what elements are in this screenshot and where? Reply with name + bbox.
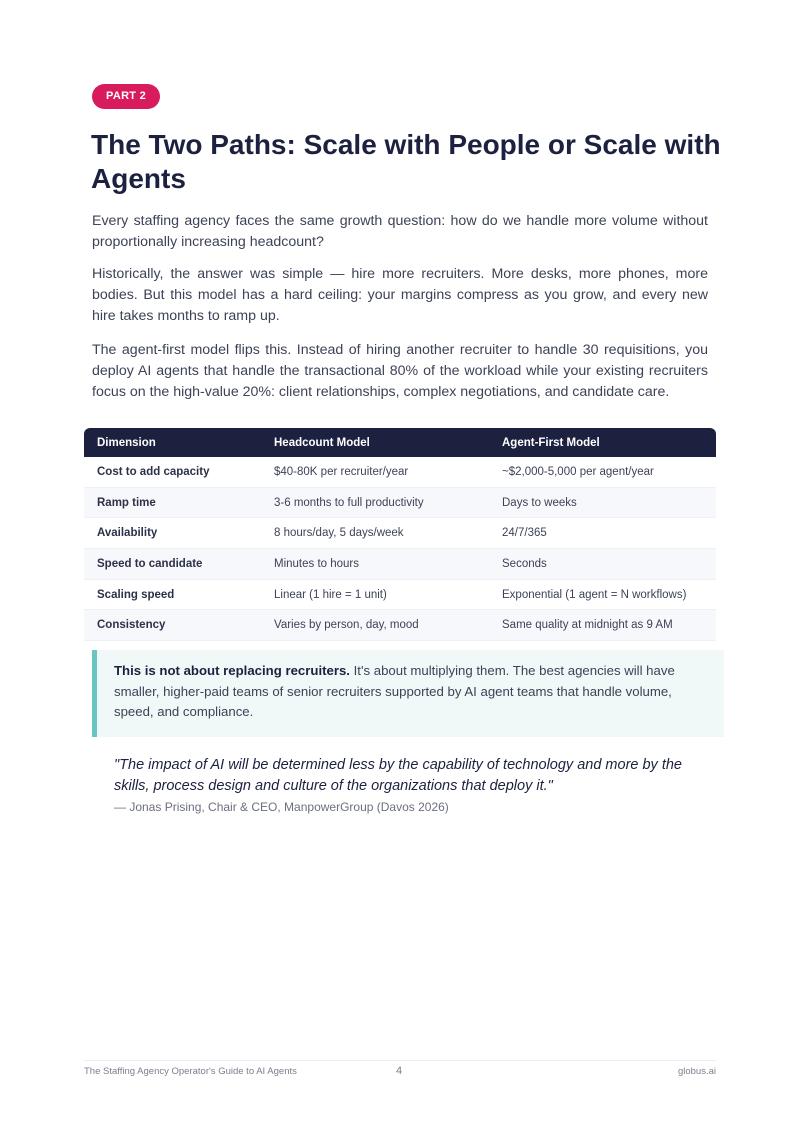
- table-cell-dimension: Ramp time: [97, 496, 156, 509]
- table-cell-headcount: 8 hours/day, 5 days/week: [274, 527, 404, 540]
- table-cell-headcount: 3-6 months to full productivity: [274, 496, 424, 509]
- table-header: [84, 428, 716, 457]
- table-header-cell: Dimension: [97, 436, 156, 449]
- table-row: [84, 457, 716, 488]
- page-title: The Two Paths: Scale with People or Scale with Agents: [91, 129, 721, 194]
- table-cell-agent: Exponential (1 agent = N workflows): [502, 588, 687, 601]
- table-cell-headcount: Linear (1 hire = 1 unit): [274, 588, 387, 601]
- table-header-cell: Agent-First Model: [502, 436, 600, 449]
- table-cell-dimension: Consistency: [97, 619, 166, 632]
- table-row: [84, 518, 716, 549]
- footer-document-title: The Staffing Agency Operator's Guide to AI Agents: [84, 1066, 297, 1077]
- table-cell-dimension: Cost to add capacity: [97, 465, 210, 478]
- page-number: 4: [396, 1065, 403, 1077]
- table-cell-agent: Seconds: [502, 557, 547, 570]
- callout-text: It's about multiplying them. The best agencies will have smaller, higher-paid teams of senior recruiters supported by AI agent teams that handle volume, speed, and compliance.: [114, 663, 675, 719]
- table-cell-headcount: Varies by person, day, mood: [274, 619, 419, 632]
- footer-divider: [84, 1060, 716, 1061]
- table-row: [84, 488, 716, 519]
- table-cell-agent: Days to weeks: [502, 496, 577, 509]
- table-cell-dimension: Availability: [97, 527, 158, 540]
- table-row: [84, 549, 716, 580]
- footer-website: globus.ai: [677, 1066, 716, 1077]
- intro-paragraph-2: Historically, the answer was simple — hire more recruiters. More desks, more phones, more bodies. But this model has a hard ceiling: your margins compress as you grow, and every new hire takes months to ramp up.: [92, 266, 708, 324]
- callout-bold-text: This is not about replacing recruiters.: [114, 663, 350, 678]
- table-cell-agent: 24/7/365: [502, 527, 547, 540]
- table-cell-headcount: Minutes to hours: [274, 557, 360, 570]
- comparison-table: [84, 428, 716, 641]
- table-cell-dimension: Scaling speed: [97, 588, 175, 601]
- intro-paragraph-3: The agent-first model flips this. Instead of hiring another recruiter to handle 30 requisitions, you deploy AI agents that handle the transactional 80% of the workload while your existing recruiters focus on the high-value 20%: client relationships, complex negotiations, and candidate care.: [92, 342, 708, 400]
- table-cell-agent: Same quality at midnight as 9 AM: [502, 619, 673, 632]
- section-badge: PART 2: [92, 84, 160, 109]
- table-header-cell: Headcount Model: [274, 436, 370, 449]
- table-cell-headcount: $40-80K per recruiter/year: [274, 465, 409, 478]
- table-cell-agent: ~$2,000-5,000 per agent/year: [502, 465, 654, 478]
- table-cell-dimension: Speed to candidate: [97, 557, 203, 570]
- quote-attribution: — Jonas Prising, Chair & CEO, ManpowerGroup (Davos 2026): [114, 800, 449, 814]
- callout-box: [92, 650, 724, 737]
- table-row: [84, 580, 716, 611]
- intro-paragraph-1: Every staffing agency faces the same growth question: how do we handle more volume without proportionally increasing headcount?: [92, 213, 708, 250]
- pull-quote: "The impact of AI will be determined less by the capability of technology and more by the skills, process design and culture of the organizations that deploy it.": [114, 757, 682, 794]
- table-row: [84, 610, 716, 641]
